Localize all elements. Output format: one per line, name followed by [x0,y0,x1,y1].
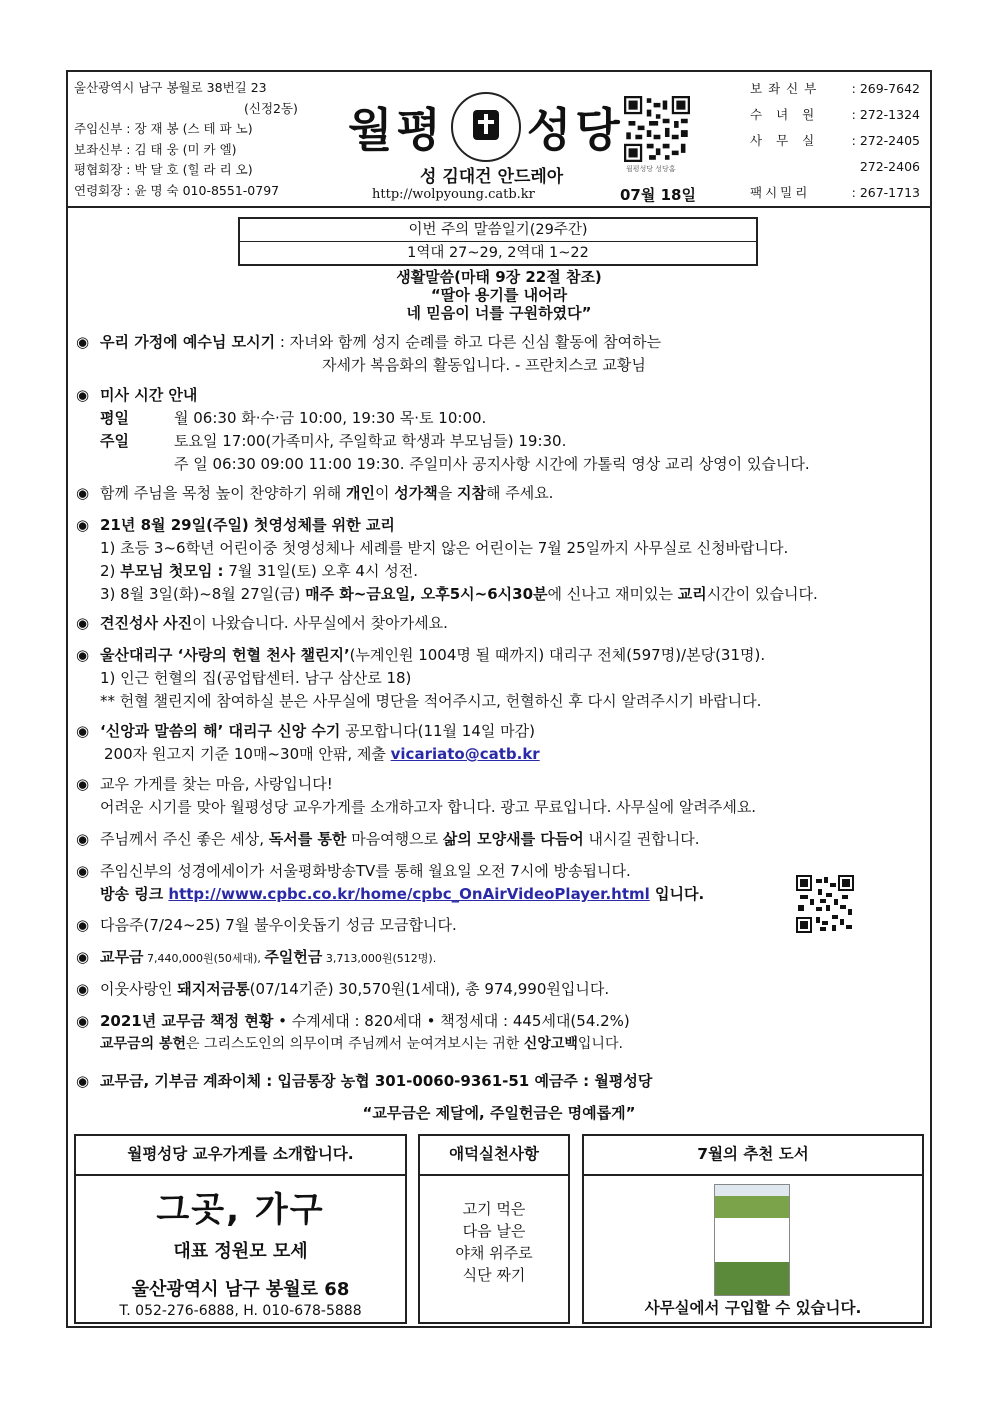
notice-first-communion: ◉ 21년 8월 29일(주일) 첫영성체를 위한 교리 1) 초등 3~6학년 어린이중 첫영성체나 세례를 받지 않은 어린이는 7월 25일까지 사무실로 신청바랍니다. 2) 부모님 첫모임 : 7월 31일(토) 오후 4시 성전. 3) 8월 3일(화)~8월 27일(금) 매주 화~금요일, 오후5시~6시30분에 신나고 재미있는 교리시간이 있습니다. [76,516,818,603]
shop-owner: 대표 정원모 모세 [173,1241,308,1262]
contact-row: 수녀원 : 272-1324 [750,107,920,122]
contact-row: 사무실 : 272-2405 [750,133,920,148]
shop-phone: T. 052-276-6888, H. 010-678-5888 [119,1303,362,1319]
notice-blood-donation: ◉ 울산대리구 ‘사랑의 헌혈 천사 챌린지’(누계인원 1004명 될 때까지) 대리구 전체(597명)/본당(31명). 1) 인근 헌혈의 집(공업탑센터. 남구 삼산로 18) ** 헌혈 챌린지에 참여하실 분은 사무실에 명단을 적어주시고, 헌혈하신 후 다시 알려주시기 바랍니다. [76,646,766,710]
shop-name: 그곳, 가구 [156,1190,325,1230]
parish-logo [348,92,624,162]
bulletin-header [68,72,930,208]
staff-pastor: 주임신부 : 장 재 봉 (스 테 파 노) [74,121,253,136]
notice-bank-account: ◉ 교무금, 기부금 계좌이체 : 입금통장 농협 301-0060-9361-51 예금주 : 월평성당 [76,1072,653,1090]
notice-offerings: ◉ 교무금 7,440,000원(50세대), 주일헌금 3,713,000원(512명). [76,948,437,966]
staff-council: 평협회장 : 박 달 호 (힐 라 리 오) [74,162,253,177]
qr-caption: 월평성당 성당홈 [626,165,676,173]
notice-jesus-home: ◉ 우리 가정에 예수님 모시기 : 자녀와 함께 성지 순례를 하고 다른 신심 활동에 참여하는 자세가 복음화의 활동입니다. - 프란치스코 교황님 [76,333,662,374]
recommended-book-box [582,1134,924,1324]
notice-mass-times: ◉ 미사 시간 안내 평일 월 06:30 화·수·금 10:00, 19:30 목·토 10:00. 주일 토요일 17:00(가족미사, 주일학교 학생과 부모님들) 19:30. 주 일 06:30 09:00 11:00 19:30. 주일미사 공지사항 시간에 가톨릭 영상 교리 상영이 있습니다. [76,386,810,473]
notice-reading: ◉ 주님께서 주신 좋은 세상, 독서를 통한 마음여행으로 삶의 모양새를 다듬어 내시길 권합니다. [76,830,700,848]
weekly-reading-box [238,217,758,266]
life-word-title: 생활말씀(마태 9장 22절 참조) [396,268,602,286]
bulletin-date: 07월 18일 [620,186,696,204]
parish-info [74,78,298,201]
title-left: 월평 [348,103,445,157]
notice-confirmation-photos: ◉ 견진성사 사진이 나왔습니다. 사무실에서 찾아가세요. [76,614,448,632]
reading-passages: 1역대 27~29, 2역대 1~22 [407,245,589,261]
contact-row: 보좌신부 : 269-7642 [750,81,920,96]
parish-url[interactable]: http://wolpyoung.catb.kr [372,187,535,202]
staff-funeral: 연령회장 : 윤 명 숙 010-8551-0797 [74,182,280,198]
life-word-line1: “딸아 용기를 내어라 [430,286,568,304]
patron-saint: 성 김대건 안드레아 [420,167,564,187]
contact-list [750,76,920,206]
book-box-header: 7월의 추천 도서 [584,1136,922,1176]
address-line2: (신정2동) [244,100,298,116]
notice-pledge-status: ◉ 2021년 교무금 책정 현황 • 수계세대 : 820세대 • 책정세대 : 445세대(54.2%) 교무금의 봉헌은 그리스도인의 의무이며 주님께서 눈여겨보시는 귀한 신앙고백입니다. [76,1012,630,1052]
reading-title: 이번 주의 말씀일기(29주간) [240,219,756,242]
bulletin-frame [66,70,932,1328]
notice-parish-shops: ◉ 교우 가게를 찾는 마음, 사랑입니다! 어려운 시기를 맞아 월평성당 교우가게를 소개하고자 합니다. 광고 무료입니다. 사무실에 알려주세요. [76,775,757,816]
charity-box-header: 애덕실천사항 [420,1136,568,1176]
charity-box [418,1134,570,1324]
offering-motto: “교무금은 제달에, 주일헌금은 명예롭게” [362,1104,636,1122]
parish-shop-box [74,1134,407,1324]
staff-assistant: 보좌신부 : 김 태 웅 (미 카 엘) [74,141,237,157]
book-footer: 사무실에서 구입할 수 있습니다. [644,1299,862,1317]
notice-hymn-book: ◉ 함께 주님을 목청 높이 찬양하기 위해 개인이 성가책을 지참해 주세요. [76,484,554,502]
broadcast-link[interactable]: http://www.cpbc.co.kr/home/cpbc_OnAirVideoPlayer.html [168,885,650,903]
charity-text: 고기 먹은 다음 날은 야채 위주로 식단 짜기 [455,1200,533,1284]
shop-address: 울산광역시 남구 봉월로 68 [131,1279,350,1300]
book-cover-image [714,1184,790,1296]
notice-next-week: ◉ 다음주(7/24~25) 7월 불우이웃돕기 성금 모금합니다. [76,916,457,934]
church-seal-icon [451,92,521,162]
contact-row: 팩시밀리 : 267-1713 [750,185,920,200]
shop-box-header: 월평성당 교우가게를 소개합니다. [76,1136,405,1176]
title-right: 성당 [526,103,624,157]
qr-code-icon[interactable] [624,96,690,162]
life-word-line2: 네 믿음이 너를 구원하였다” [406,304,592,322]
notice-faith-essay: ◉ ‘신앙과 말씀의 해’ 대리구 신앙 수기 공모합니다(11월 14일 마감) 200자 원고지 기준 10매~30매 안팎, 제출 vicariato@catb.kr [76,722,540,763]
notice-piggy-bank: ◉ 이웃사랑인 돼지저금통(07/14기준) 30,570원(1세대), 총 974,990원입니다. [76,980,610,998]
notice-tv-broadcast: ◉ 주임신부의 성경에세이가 서울평화방송TV를 통해 월요일 오전 7시에 방송됩니다. 방송 링크 http://www.cpbc.co.kr/home/cpbc_OnAirVideoPlayer.html 입니다. [76,862,705,903]
contact-row: 272-2406 [859,159,920,174]
address-line1: 울산광역시 남구 봉월로 38번길 23 [74,80,267,95]
essay-email-link[interactable]: vicariato@catb.kr [390,745,540,763]
